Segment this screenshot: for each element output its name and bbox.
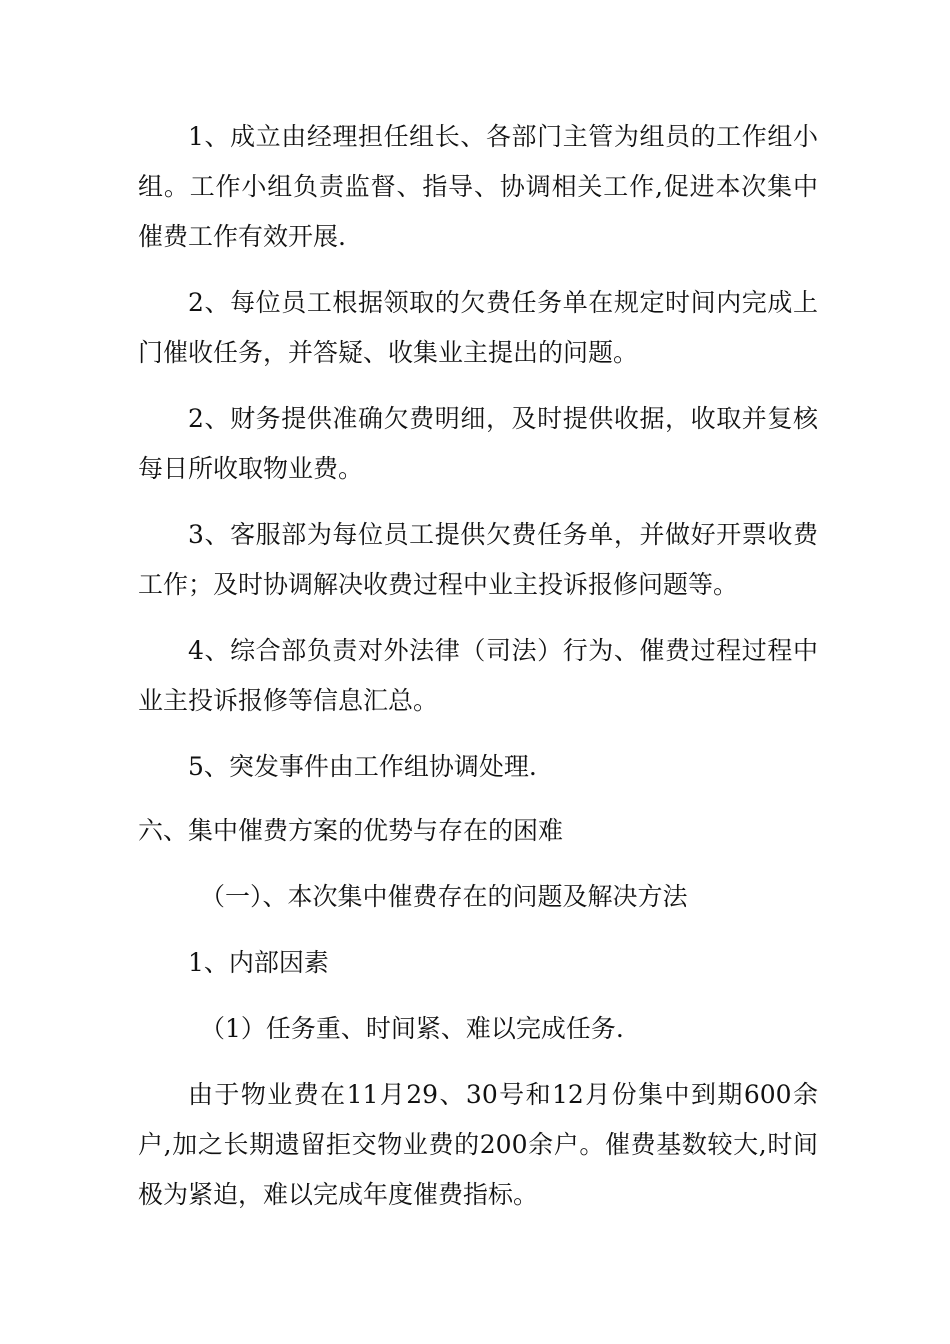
subsection-heading: （一）、本次集中催费存在的问题及解决方法 <box>200 882 688 911</box>
item-heading: 1、内部因素 <box>188 948 329 977</box>
paragraph-1: 1、成立由经理担任组长、各部门主管为组员的工作组小组。工作小组负责监督、指导、协调相关工作,促进本次集中催费工作有效开展. <box>138 122 818 251</box>
section-heading: 六、集中催费方案的优势与存在的困难 <box>138 816 564 845</box>
paragraph-3: 2、财务提供准确欠费明细，及时提供收据，收取并复核每日所收取物业费。 <box>138 404 818 483</box>
paragraph-2: 2、每位员工根据领取的欠费任务单在规定时间内完成上门催收任务，并答疑、收集业主提出的问题。 <box>138 288 818 367</box>
sub-item-heading: （1）任务重、时间紧、难以完成任务. <box>200 1014 624 1043</box>
paragraph-4: 3、客服部为每位员工提供欠费任务单，并做好开票收费工作；及时协调解决收费过程中业主投诉报修问题等。 <box>138 520 818 599</box>
paragraph-6: 5、突发事件由工作组协调处理. <box>188 752 537 781</box>
document-body <box>138 112 818 1220</box>
paragraph-5: 4、综合部负责对外法律（司法）行为、催费过程过程中业主投诉报修等信息汇总。 <box>138 636 818 715</box>
body-text: 由于物业费在11月29、30号和12月份集中到期600余户,加之长期遗留拒交物业费的200余户。催费基数较大,时间极为紧迫，难以完成年度催费指标。 <box>138 1080 818 1209</box>
